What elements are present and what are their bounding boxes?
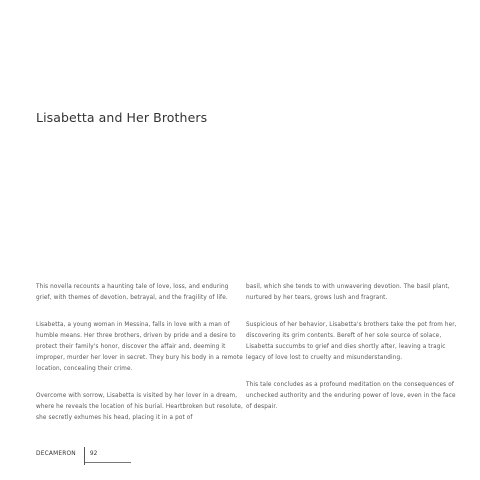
- page-number: 92: [89, 449, 98, 457]
- paragraph: This tale concludes as a profound meditation on the consequences of unchecked authority and the enduring power of love, even in the face of despair.: [246, 382, 456, 410]
- page-title: Lisabetta and Her Brothers: [36, 110, 208, 125]
- paragraph: basil, which she tends to with unwavering devotion. The basil plant, nurtured by her tears, grows lush and fragrant.: [246, 284, 450, 301]
- left-text-column: [36, 282, 246, 440]
- paragraph: This novella recounts a haunting tale of love, loss, and enduring grief, with themes of devotion, betrayal, and the fragility of life.: [36, 284, 229, 301]
- page-number-block: [85, 447, 131, 463]
- right-text-column: [246, 282, 458, 429]
- paragraph: Suspicious of her behavior, Lisabetta's brothers take the pot from her, discovering its grim contents. Bereft of her sole source of solace, Lisabetta succumbs to grief and dies shortly after, leaving a tragic legacy of love lost to cruelty and misunderstanding.: [246, 322, 457, 361]
- paragraph: Lisabetta, a young woman in Messina, falls in love with a man of humble means. Her three brothers, driven by pride and a desire to protect their family's honor, discover the affair and, deeming it improper, murder her lover in secret. They bury his body in a remote location, concealing their crime.: [36, 322, 243, 372]
- page-number-rule: [85, 462, 131, 463]
- paragraph: Overcome with sorrow, Lisabetta is visited by her lover in a dream, where he reveals the location of his burial. Heartbroken but resolute, she secretly exhumes his head, placing it in a pot of: [36, 393, 243, 421]
- running-footer-title: DECAMERON: [36, 449, 76, 457]
- page-footer: [36, 447, 131, 465]
